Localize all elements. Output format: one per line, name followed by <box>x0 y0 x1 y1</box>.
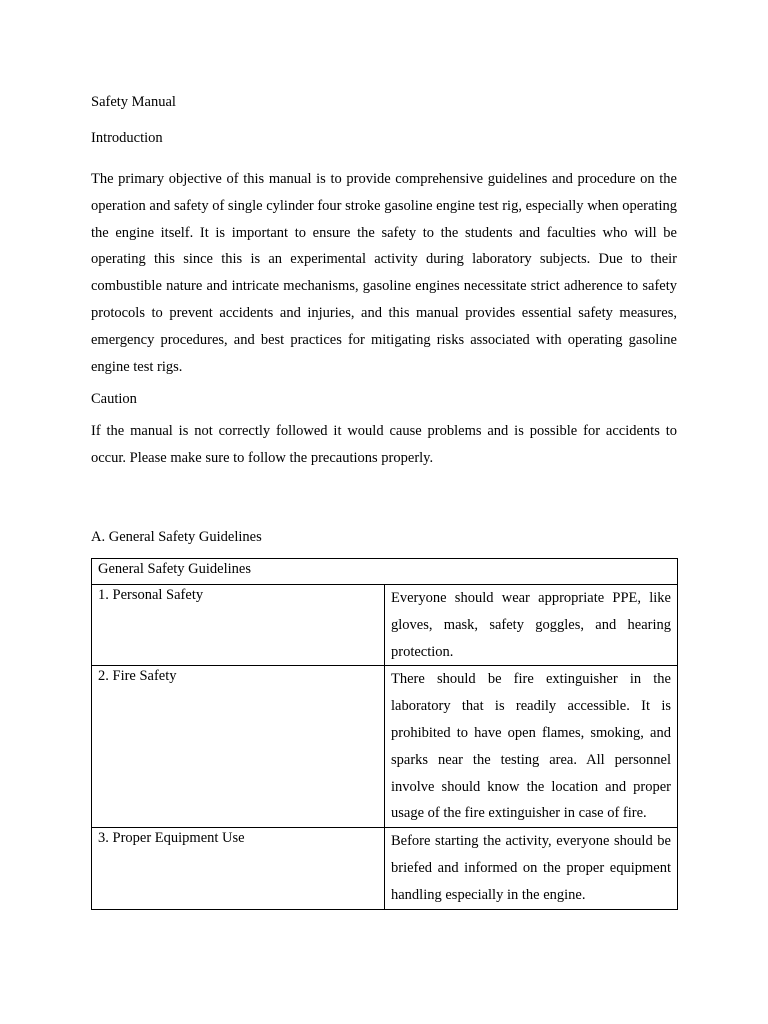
guideline-label: 2. Fire Safety <box>92 666 385 828</box>
table-row <box>92 828 678 909</box>
caution-heading: Caution <box>91 391 137 408</box>
section-heading: A. General Safety Guidelines <box>91 528 262 545</box>
table-header-row <box>92 558 678 584</box>
table-row <box>92 666 678 828</box>
guideline-label: 1. Personal Safety <box>92 584 385 665</box>
introduction-paragraph: The primary objective of this manual is to provide comprehensive guidelines and procedure on the operation and safety of single cylinder four stroke gasoline engine test rig, especially when operating the engine itself. It is important to ensure the safety to the students and faculties who will be operating this since this is an experimental activity during laboratory subjects. Due to their combustible nature and intricate mechanisms, gasoline engines necessitate strict adherence to safety protocols to prevent accidents and injuries, and this manual provides essential safety measures, emergency procedures, and best practices for mitigating risks associated with operating gasoline engine test rigs. <box>91 171 677 375</box>
guideline-description: There should be fire extinguisher in the laboratory that is readily accessible. It is prohibited to have open flames, smoking, and sparks near the testing area. All personnel involve should know the location and proper usage of the fire extinguisher in case of fire. <box>385 666 678 828</box>
introduction-heading: Introduction <box>91 130 163 146</box>
guideline-description: Everyone should wear appropriate PPE, like gloves, mask, safety goggles, and hearing protection. <box>385 584 678 665</box>
safety-guidelines-table <box>91 558 678 910</box>
guideline-label: 3. Proper Equipment Use <box>92 828 385 909</box>
guideline-description: Before starting the activity, everyone should be briefed and informed on the proper equipment handling especially in the engine. <box>385 828 678 909</box>
document-title: Safety Manual <box>91 94 176 110</box>
table-row <box>92 584 678 665</box>
document-body <box>91 93 677 910</box>
caution-paragraph: If the manual is not correctly followed it would cause problems and is possible for accidents to occur. Please make sure to follow the precautions properly. <box>91 423 677 467</box>
table-header-cell: General Safety Guidelines <box>92 558 678 584</box>
